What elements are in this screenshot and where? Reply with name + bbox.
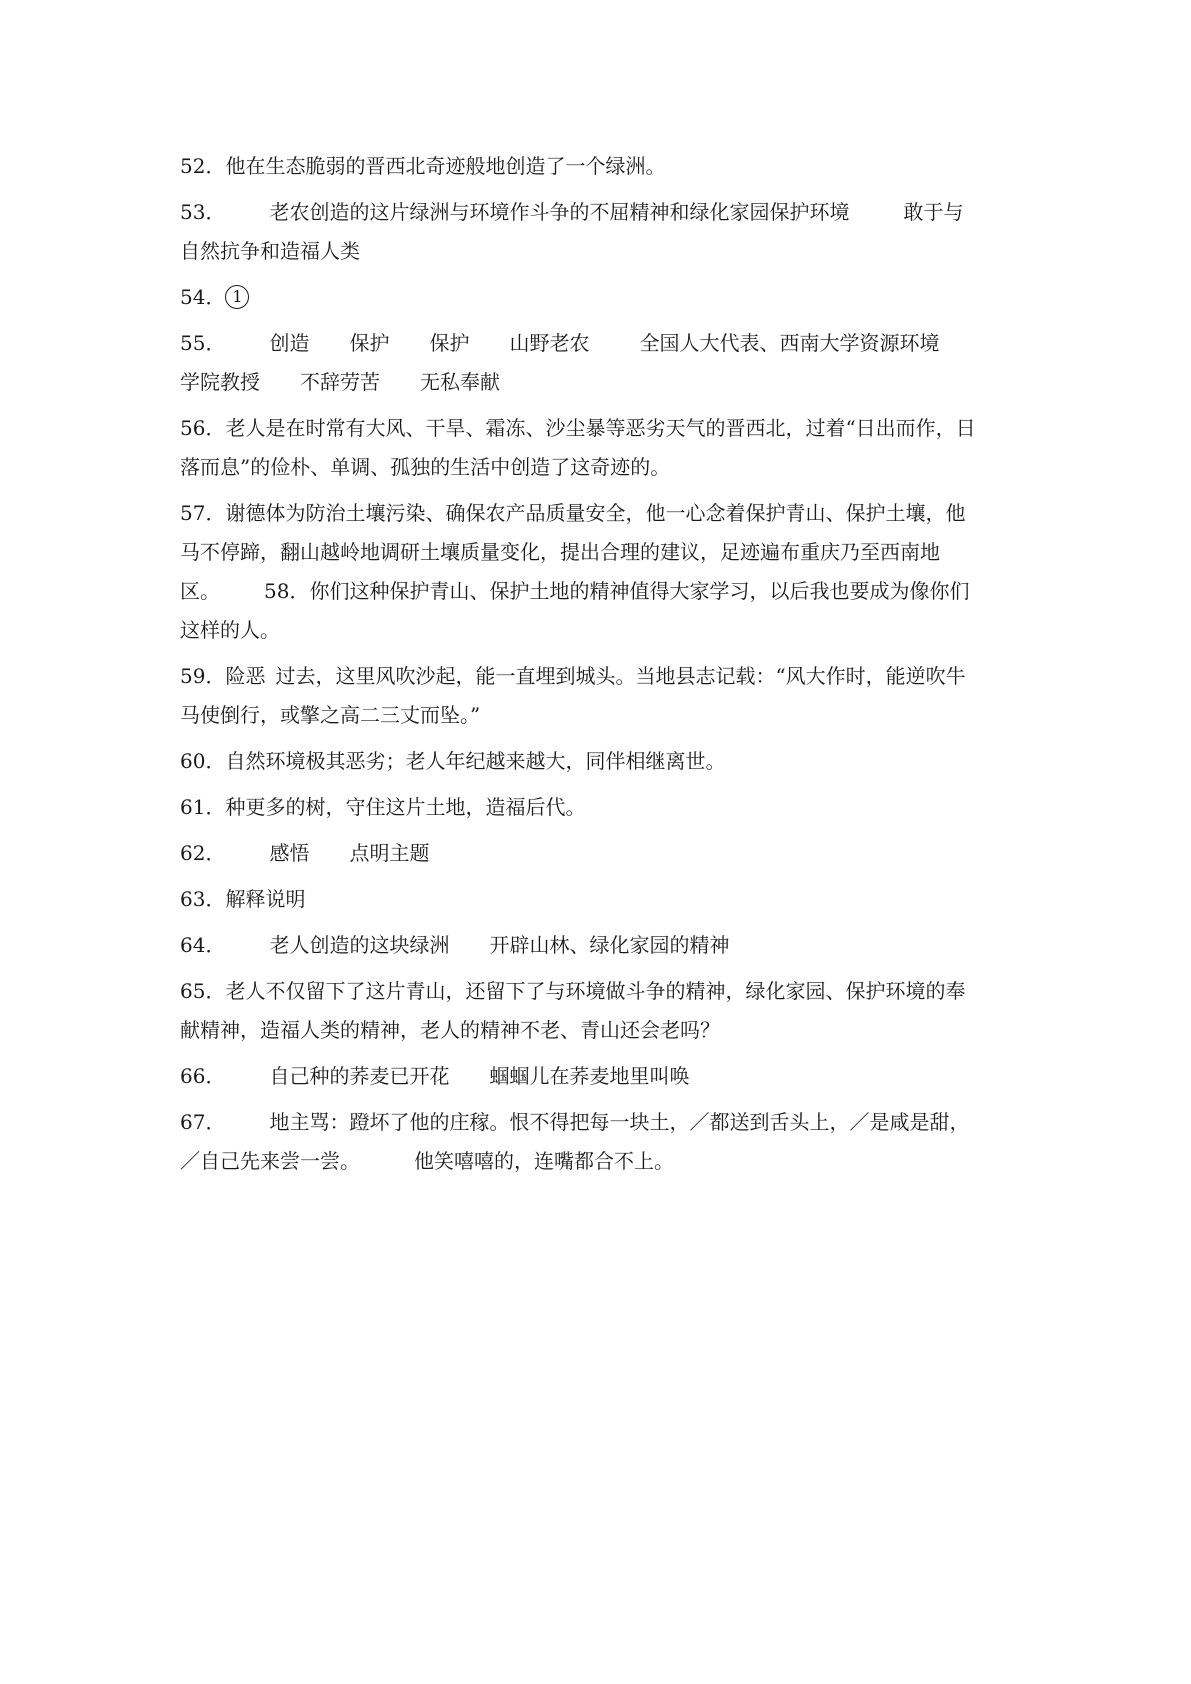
circled-number-one: 1 [225, 285, 249, 309]
answer-56 [180, 409, 1010, 487]
answer-number: 63． [180, 887, 226, 911]
answer-text: 献精神，造福人类的精神，老人的精神不老、青山还会老吗？ [180, 1018, 720, 1042]
answer-text: 老农创造的这片绿洲与环境作斗争的不屈精神和绿化家园保护环境 [269, 200, 850, 224]
answer-part: 全国人大代表、西南大学资源环境 [639, 331, 940, 355]
answer-part: 自己种的荞麦已开花 [269, 1064, 450, 1088]
answer-52 [180, 147, 1010, 186]
answer-part: 感悟 [269, 841, 310, 865]
answer-part: 保护 [429, 331, 470, 355]
answer-60 [180, 742, 1010, 781]
answer-part: 老人创造的这块绿洲 [269, 933, 450, 957]
answer-61 [180, 788, 1010, 827]
answer-number: 53． [180, 200, 226, 224]
answer-part: 不辞劳苦 [300, 370, 380, 394]
answer-number: 54． [180, 285, 226, 309]
answer-number: 56． [180, 416, 226, 440]
answer-part: 学院教授 [180, 370, 260, 394]
answer-part: 山野老农 [509, 331, 590, 355]
answer-part: 保护 [349, 331, 390, 355]
answer-text: 他笑嘻嘻的，连嘴都合不上。 [414, 1149, 674, 1173]
answer-part: 无私奉献 [420, 370, 500, 394]
answer-54 [180, 278, 1010, 317]
answer-text: 敢于与 [903, 200, 964, 224]
answer-part: 蝈蝈儿在荞麦地里叫唤 [489, 1064, 690, 1088]
answer-number: 55． [180, 331, 226, 355]
answer-text: 老人不仅留下了这片青山，还留下了与环境做斗争的精神，绿化家园、保护环境的奉 [225, 979, 966, 1003]
answer-number: 52． [180, 154, 226, 178]
answer-text: 区。 [180, 579, 220, 603]
answer-list [180, 147, 1010, 1188]
answer-number: 65． [180, 979, 226, 1003]
answer-text: 58．你们这种保护青山、保护土地的精神值得大家学习，以后我也要成为像你们 [264, 579, 970, 603]
answer-text: 他在生态脆弱的晋西北奇迹般地创造了一个绿洲。 [225, 154, 666, 178]
answer-text: 险恶 [225, 664, 266, 688]
answer-text: 种更多的树，守住这片土地，造福后代。 [225, 795, 586, 819]
answer-53 [180, 193, 1010, 271]
answer-text: 谢德体为防治土壤污染、确保农产品质量安全，他一心念着保护青山、保护土壤，他 [225, 501, 966, 525]
answer-57-58 [180, 494, 1010, 650]
answer-number: 67． [180, 1110, 226, 1134]
answer-number: 66． [180, 1064, 226, 1088]
answer-part: 创造 [269, 331, 310, 355]
answer-part: 点明主题 [349, 841, 430, 865]
answer-55 [180, 324, 1010, 402]
answer-64 [180, 926, 1010, 965]
answer-text: 马使倒行，或擎之高二三丈而坠。” [180, 703, 481, 727]
answer-number: 57． [180, 501, 226, 525]
answer-63 [180, 880, 1010, 919]
answer-65 [180, 972, 1010, 1050]
answer-text: ／自己先来尝一尝。 [180, 1149, 360, 1173]
answer-number: 62． [180, 841, 226, 865]
answer-text: 解释说明 [225, 887, 306, 911]
answer-66 [180, 1057, 1010, 1096]
answer-text: 自然抗争和造福人类 [180, 239, 360, 263]
answer-67 [180, 1103, 1010, 1181]
answer-62 [180, 834, 1010, 873]
answer-number: 59． [180, 664, 226, 688]
answer-text: 马不停蹄，翻山越岭地调研土壤质量变化，提出合理的建议，足迹遍布重庆乃至西南地 [180, 540, 940, 564]
answer-text: 这样的人。 [180, 618, 280, 642]
answer-text: 落而息”的俭朴、单调、孤独的生活中创造了这奇迹的。 [180, 455, 671, 479]
answer-text: 老人是在时常有大风、干旱、霜冻、沙尘暴等恶劣天气的晋西北，过着“日出而作，日 [225, 416, 976, 440]
answer-59 [180, 657, 1010, 735]
answer-text: 自然环境极其恶劣；老人年纪越来越大，同伴相继离世。 [225, 749, 726, 773]
answer-part: 开辟山林、绿化家园的精神 [489, 933, 730, 957]
answer-number: 64． [180, 933, 226, 957]
answer-text: 地主骂：蹬坏了他的庄稼。恨不得把每一块土，／都送到舌头上，／是咸是甜， [269, 1110, 970, 1134]
answer-number: 61． [180, 795, 226, 819]
answer-number: 60． [180, 749, 226, 773]
answer-text: 过去，这里风吹沙起，能一直埋到城头。当地县志记载：“风大作时，能逆吹牛 [275, 664, 966, 688]
